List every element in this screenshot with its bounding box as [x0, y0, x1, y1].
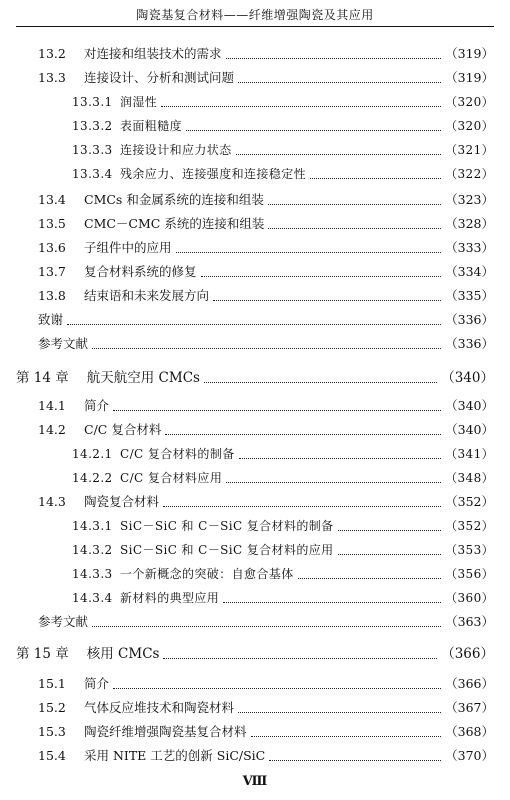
leader-dots	[113, 410, 441, 411]
leader-dots	[67, 324, 441, 325]
toc-entry-page: （366）	[445, 676, 494, 691]
toc-entry-title: 子组件中的应用	[84, 240, 172, 255]
toc-entry	[0, 164, 510, 184]
toc-entry	[0, 92, 510, 112]
leader-dots	[176, 252, 442, 253]
toc-entry-number: 13.7	[38, 264, 66, 279]
toc-entry-page: （323）	[445, 192, 494, 207]
leader-dots	[92, 348, 441, 349]
toc-entry-page: （368）	[445, 724, 494, 739]
toc-entry-page: （320）	[445, 119, 494, 133]
toc-entry	[0, 420, 510, 440]
leader-dots	[238, 712, 441, 713]
toc-entry	[0, 564, 510, 584]
toc-entry	[0, 286, 510, 306]
toc-entry	[0, 588, 510, 608]
toc-entry-page: （360）	[445, 591, 494, 605]
toc-entry-page: （336）	[445, 336, 494, 351]
toc-entry-title: 一个新概念的突破：自愈合基体	[120, 567, 294, 581]
toc-entry-page: （319）	[445, 46, 494, 61]
toc-entry-page: （335）	[445, 288, 494, 303]
toc-entry-title: 残余应力、连接强度和连接稳定性	[120, 167, 307, 181]
toc-entry	[0, 674, 510, 694]
toc-entry-page: （333）	[445, 240, 494, 255]
toc-entry	[0, 140, 510, 160]
toc-entry-page: （352）	[445, 519, 494, 533]
toc-entry-title: C/C 复合材料	[84, 422, 162, 437]
toc-entry-page: （340）	[445, 398, 494, 413]
toc-entry	[0, 310, 510, 330]
leader-dots	[186, 130, 441, 131]
toc-entry-page: （348）	[445, 471, 494, 485]
toc-entry-number: 14.3.1	[72, 519, 113, 533]
toc-entry-page: （340）	[441, 370, 494, 386]
toc-entry	[0, 334, 510, 354]
toc-entry	[0, 468, 510, 488]
toc-entry-number: 14.1	[38, 398, 66, 413]
leader-dots	[163, 658, 437, 659]
toc-entry	[0, 644, 510, 664]
toc-entry-page: （322）	[445, 167, 494, 181]
toc-entry-title: 连接设计、分析和测试问题	[84, 70, 235, 85]
toc-entry	[0, 540, 510, 560]
toc-entry-title: 采用 NITE 工艺的创新 SiC/SiC	[84, 748, 266, 763]
leader-dots	[268, 228, 441, 229]
toc-entry-page: （363）	[445, 614, 494, 629]
toc-entry-page: （328）	[445, 216, 494, 231]
toc-entry-title: 润湿性	[120, 95, 158, 109]
leader-dots	[92, 626, 441, 627]
toc-entry	[0, 262, 510, 282]
toc-entry-title: 致谢	[38, 312, 64, 327]
toc-entry-number: 13.2	[38, 46, 66, 61]
toc-entry	[0, 368, 510, 388]
toc-entry-number: 第 14 章	[16, 370, 69, 386]
toc-entry-page: （319）	[445, 70, 494, 85]
leader-dots	[298, 578, 441, 579]
toc-entry	[0, 612, 510, 632]
toc-entry-number: 第 15 章	[16, 646, 69, 662]
toc-entry-title: 连接设计和应力状态	[120, 143, 232, 157]
toc-entry-number: 14.3.3	[72, 567, 113, 581]
toc-entry	[0, 722, 510, 742]
toc-entry	[0, 746, 510, 766]
toc-entry-number: 14.3.4	[72, 591, 113, 605]
toc-entry-title: SiC－SiC 和 C－SiC 复合材料的制备	[120, 519, 334, 533]
toc-entry-number: 15.3	[38, 724, 66, 739]
leader-dots	[204, 382, 437, 383]
toc-entry-page: （321）	[445, 143, 494, 157]
toc-entry-number: 13.5	[38, 216, 66, 231]
toc-entry	[0, 68, 510, 88]
leader-dots	[268, 204, 441, 205]
toc-entry-title: 表面粗糙度	[120, 119, 183, 133]
toc-entry-number: 13.8	[38, 288, 66, 303]
toc-entry-title: CMCs 和金属系统的连接和组装	[84, 192, 264, 207]
toc-entry	[0, 44, 510, 64]
toc-entry-title: 参考文献	[38, 336, 89, 351]
toc-entry	[0, 698, 510, 718]
toc-entry-page: （356）	[445, 567, 494, 581]
leader-dots	[239, 458, 441, 459]
toc-entry-page: （341）	[445, 447, 494, 461]
toc-entry-number: 14.2.1	[72, 447, 113, 461]
header-rule	[16, 26, 494, 27]
page-number: Ⅷ	[242, 774, 268, 789]
toc-entry-number: 15.4	[38, 748, 66, 763]
toc-entry	[0, 190, 510, 210]
toc-entry-number: 14.3	[38, 494, 66, 509]
toc-entry-number: 13.3.3	[72, 143, 113, 157]
leader-dots	[223, 602, 441, 603]
leader-dots	[161, 106, 441, 107]
toc-entry-title: 复合材料系统的修复	[84, 264, 197, 279]
toc-entry-title: 陶瓷复合材料	[84, 494, 160, 509]
toc-entry-page: （336）	[445, 312, 494, 327]
toc-entry-page: （340）	[445, 422, 494, 437]
toc-entry-page: （320）	[445, 95, 494, 109]
toc-entry	[0, 492, 510, 512]
leader-dots	[226, 58, 442, 59]
toc-entry-page: （366）	[441, 646, 494, 662]
toc-entry	[0, 444, 510, 464]
toc-entry-title: 气体反应堆技术和陶瓷材料	[84, 700, 235, 715]
leader-dots	[338, 530, 442, 531]
toc-entry-title: 对连接和组装技术的需求	[84, 46, 222, 61]
toc-entry	[0, 396, 510, 416]
toc-entry-title: 简介	[84, 676, 110, 691]
toc-entry-title: CMC－CMC 系统的连接和组装	[84, 216, 265, 231]
leader-dots	[236, 154, 441, 155]
toc-entry	[0, 214, 510, 234]
toc-entry-page: （353）	[445, 543, 494, 557]
toc-entry-page: （367）	[445, 700, 494, 715]
toc-entry-number: 13.3.4	[72, 167, 113, 181]
toc-entry-title: C/C 复合材料的制备	[120, 447, 235, 461]
toc-entry-number: 13.3.1	[72, 95, 113, 109]
leader-dots	[226, 482, 441, 483]
leader-dots	[213, 300, 441, 301]
toc-entry-title: 结束语和未来发展方向	[84, 288, 210, 303]
leader-dots	[338, 554, 442, 555]
toc-entry-title: C/C 复合材料应用	[120, 471, 223, 485]
leader-dots	[310, 178, 441, 179]
toc-entry-title: 核用 CMCs	[86, 646, 160, 662]
toc-entry-page: （352）	[445, 494, 494, 509]
toc-entry-number: 15.2	[38, 700, 66, 715]
leader-dots	[251, 736, 442, 737]
toc-entry	[0, 238, 510, 258]
toc-entry-number: 15.1	[38, 676, 66, 691]
toc-entry-title: 航天航空用 CMCs	[86, 370, 200, 386]
toc-entry	[0, 116, 510, 136]
leader-dots	[201, 276, 442, 277]
leader-dots	[269, 760, 441, 761]
toc-entry-title: SiC－SiC 和 C－SiC 复合材料的应用	[120, 543, 334, 557]
toc-entry-number: 14.2	[38, 422, 66, 437]
toc-entry-number: 14.3.2	[72, 543, 113, 557]
toc-entry-number: 13.3.2	[72, 119, 113, 133]
toc-entry-number: 13.3	[38, 70, 66, 85]
running-header: 陶瓷基复合材料——纤维增强陶瓷及其应用	[136, 8, 374, 22]
toc-entry	[0, 516, 510, 536]
toc-entry-number: 13.6	[38, 240, 66, 255]
leader-dots	[165, 434, 441, 435]
toc-entry-number: 13.4	[38, 192, 66, 207]
toc-entry-page: （334）	[445, 264, 494, 279]
toc-entry-page: （370）	[445, 748, 494, 763]
toc-entry-title: 新材料的典型应用	[120, 591, 220, 605]
toc-entry-number: 14.2.2	[72, 471, 113, 485]
leader-dots	[163, 506, 441, 507]
toc-entry-title: 简介	[84, 398, 110, 413]
toc-entry-title: 陶瓷纤维增强陶瓷基复合材料	[84, 724, 247, 739]
leader-dots	[238, 82, 441, 83]
toc-entry-title: 参考文献	[38, 614, 89, 629]
leader-dots	[113, 688, 441, 689]
